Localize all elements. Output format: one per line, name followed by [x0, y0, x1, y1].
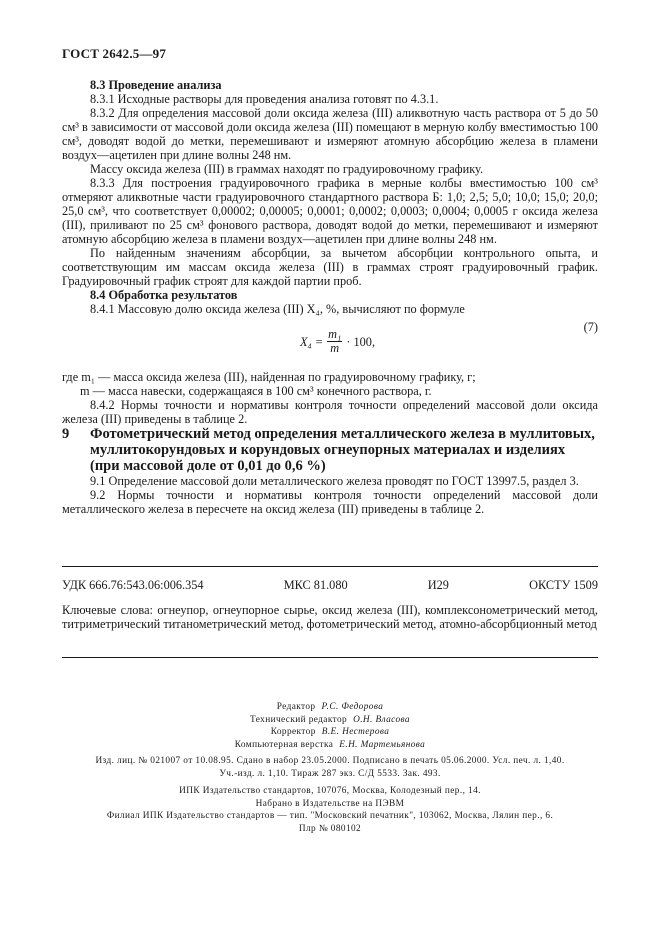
- formula-block: [62, 320, 598, 368]
- paragraph-8-3-1: 8.3.1 Исходные растворы для проведения анализа готовят по 4.3.1.: [90, 92, 439, 106]
- mks-code: МКС 81.080: [283, 578, 348, 592]
- credit-role: Редактор: [276, 702, 316, 712]
- formula-numerator: m₁: [328, 327, 342, 341]
- printing-info: [62, 785, 598, 835]
- formula-where-m: m — масса навески, содержащаяся в 100 см³ конечного раствора, г.: [80, 384, 432, 398]
- paragraph-9-1: 9.1 Определение массовой доли металлического железа проводят по ГОСТ 13997.5, раздел 3.: [90, 474, 579, 488]
- credit-line: [62, 739, 598, 752]
- subsection-title-8-4: 8.4 Обработка результатов: [90, 288, 238, 302]
- keywords: Ключевые слова: огнеупор, огнеупорное сырье, оксид железа (III), комплексонометрический метод, титриметрический титанометрический метод, фотометрический метод, атомно-абсорбционный метод: [62, 603, 598, 631]
- paragraph-8-3-2: 8.3.2 Для определения массовой доли оксида железа (III) аликвотную часть раствора от 5 до 50 см³ в зависимости от массовой доли оксида железа (III) помещают в мерную колбу вместимостью 100 см³, доводят водой до метки, перемешивают и измеряют атомную абсорбцию железа в пламени воздух—ацетилен при длине волны 248 нм.: [62, 106, 598, 162]
- udk-code: УДК 666.76:543.06:006.354: [62, 578, 204, 592]
- printing-line: Филиал ИПК Издательство стандартов — тип. "Московский печатник", 103062, Москва, Лялин пер., 6.: [106, 811, 554, 821]
- subsection-title-8-3: 8.3 Проведение анализа: [90, 78, 222, 92]
- formula-where-m1: где m₁ — масса оксида железа (III), найденная по градуировочному графику, г;: [62, 370, 476, 384]
- credit-name: О.Н. Власова: [353, 714, 410, 725]
- paragraph-8-4-1: 8.4.1 Массовую долю оксида железа (III) X₄, %, вычисляют по формуле: [90, 302, 465, 316]
- printing-line: Набрано в Издательстве на ПЭВМ: [255, 798, 405, 809]
- credit-role: Корректор: [270, 727, 316, 737]
- divider-bottom: [62, 657, 598, 658]
- section-9-number: 9: [62, 426, 70, 442]
- formula-lhs: X₄ =: [300, 334, 324, 349]
- formula-rhs: · 100,: [346, 334, 376, 349]
- credits: [62, 701, 598, 751]
- section-9-title: [62, 426, 598, 474]
- divider-top: [62, 566, 598, 567]
- document-header: ГОСТ 2642.5—97: [62, 46, 167, 61]
- section-9-title-text: Фотометрический метод определения металлического железа в муллитовых, муллитокорундовых и корундовых огнеупорных материалах и изделиях (при массовой доле от 0,01 до 0,6 %): [90, 426, 595, 474]
- credit-line: [62, 701, 598, 714]
- credit-name: В.Е. Нестерова: [321, 727, 390, 737]
- formula: [300, 328, 375, 355]
- credit-name: Е.Н. Мартемьянова: [339, 739, 426, 750]
- printing-line: ИПК Издательство стандартов, 107076, Москва, Колодезный пер., 14.: [179, 786, 481, 796]
- i-code: И29: [427, 578, 449, 592]
- publishing-line: Уч.-изд. л. 1,10. Тираж 287 экз. С/Д 5533. Зак. 493.: [219, 768, 441, 779]
- classification-codes: [62, 578, 598, 593]
- credit-line: [62, 714, 598, 727]
- credit-role: Компьютерная верстка: [234, 739, 334, 750]
- paragraph-8-3-3: 8.3.3 Для построения градуировочного графика в мерные колбы вместимостью 100 см³ отмеряют аликвотные части градуировочного стандартного раствора Б: 1,0; 2,5; 5,0; 10,0; 15,0; 20,0; 25,0 см³, что соответствует 0,00002; 0,00005; 0,0001; 0,0002; 0,0003; 0,0004; 0,0005 г оксида железа (III), приливают по 25 см³ фонового раствора, доводят водой до метки, перемешивают и измеряют атомную абсорбцию железа в пламени воздух—ацетилен при длине волны 248 нм.: [62, 176, 598, 246]
- okstu-code: ОКСТУ 1509: [529, 578, 598, 592]
- equation-number: (7): [583, 320, 598, 334]
- paragraph-8-3-3-graph: По найденным значениям абсорбции, за вычетом абсорбции контрольного опыта, и соответствующим им массам оксида железа (III) в граммах строят градуировочный график. Градуировочный график строят для каждой партии проб.: [62, 246, 598, 288]
- publishing-info: [62, 755, 598, 780]
- credit-name: Р.С. Федорова: [321, 702, 384, 712]
- printing-line: Плр № 080102: [298, 823, 362, 834]
- credit-line: [62, 726, 598, 739]
- formula-denominator: m: [330, 341, 340, 355]
- paragraph-9-2: 9.2 Нормы точности и нормативы контроля точности определений массовой доли металлического железа в пересчете на оксид железа (III) приведены в таблице 2.: [62, 488, 598, 516]
- publishing-line: Изд. лиц. № 021007 от 10.08.95. Сдано в набор 23.05.2000. Подписано в печать 05.06.2000. Усл. печ. л. 1,40.: [95, 756, 565, 766]
- formula-fraction: [327, 328, 342, 355]
- main-content: [62, 78, 598, 516]
- credit-role: Технический редактор: [250, 714, 348, 725]
- paragraph-8-4-2: 8.4.2 Нормы точности и нормативы контроля точности определений массовой доли оксида железа (III) приведены в таблице 2.: [62, 398, 598, 426]
- paragraph-8-3-2-mass: Массу оксида железа (III) в граммах находят по градуировочному графику.: [90, 162, 484, 176]
